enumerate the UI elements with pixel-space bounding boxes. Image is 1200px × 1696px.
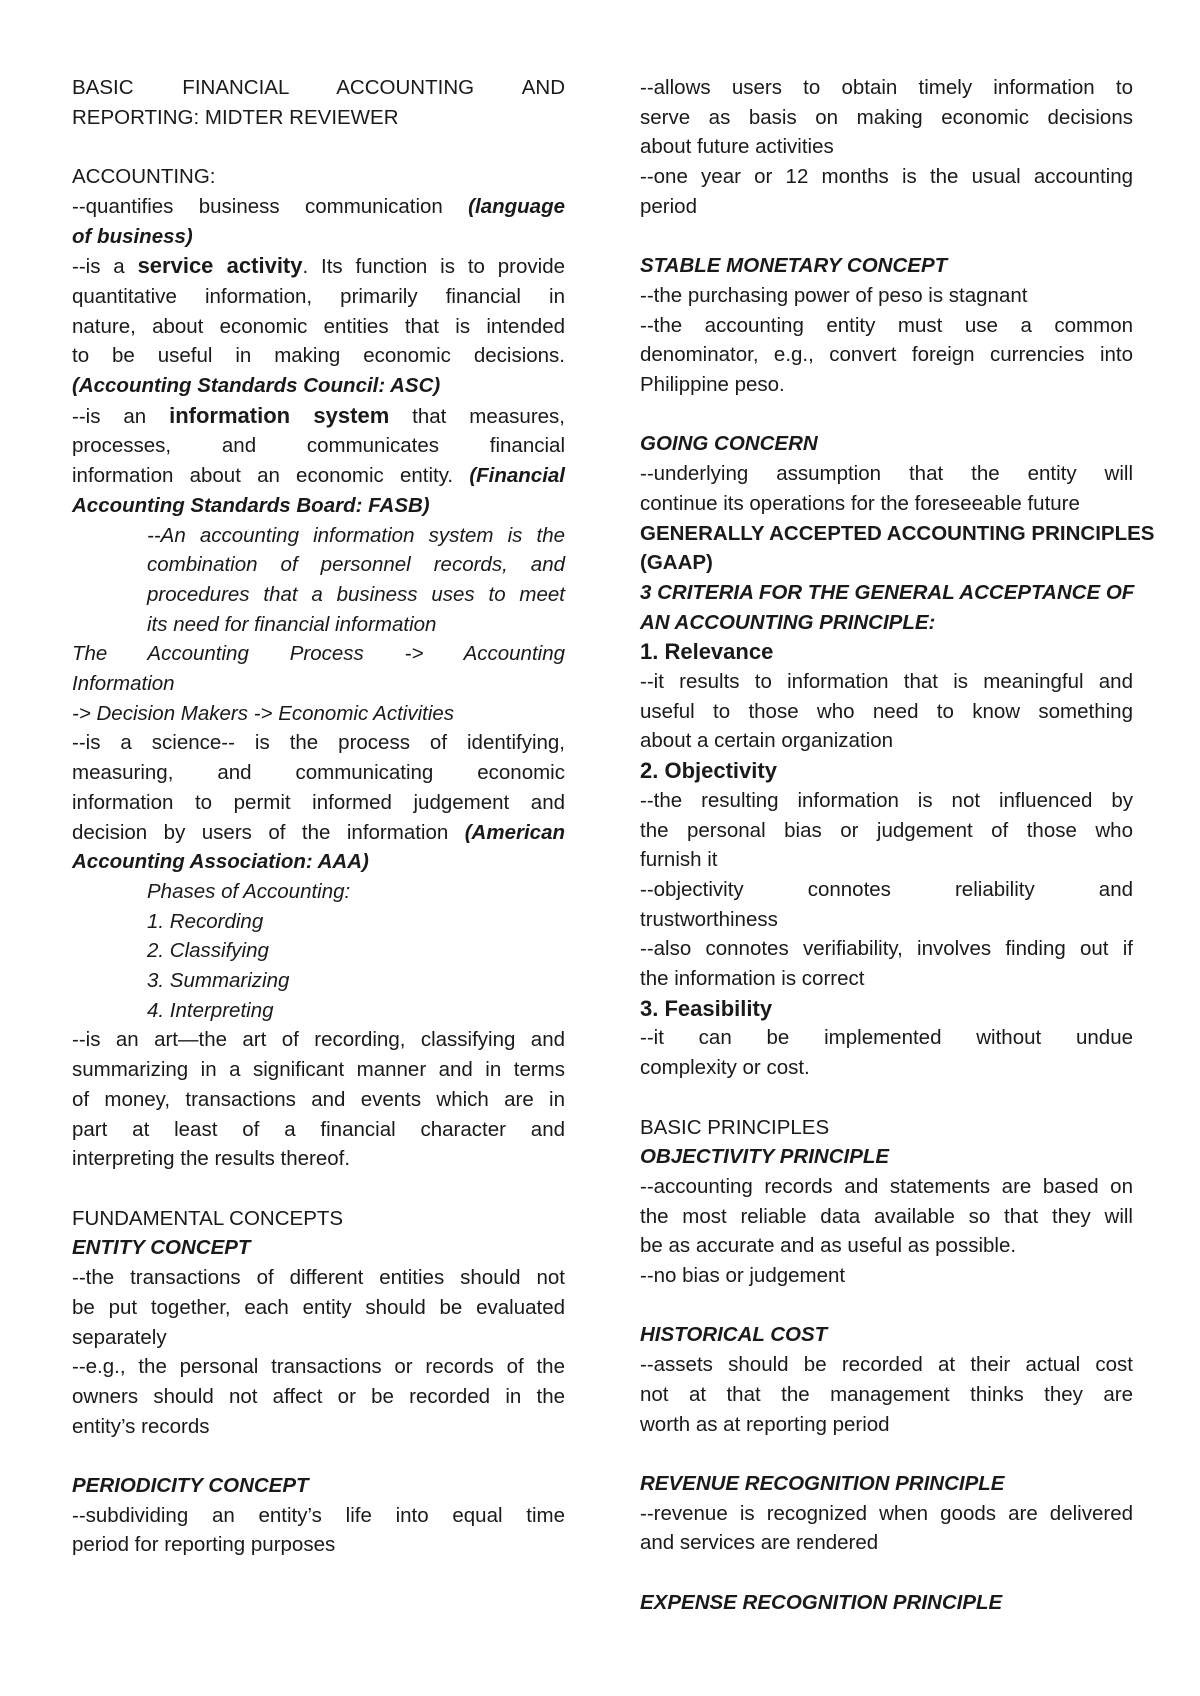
text-line: --it can be implemented without undue (640, 1026, 1133, 1050)
subsection-heading: EXPENSE RECOGNITION PRINCIPLE (640, 1590, 1003, 1614)
text-line: --also connotes verifiability, involves finding out if (640, 937, 1133, 961)
subsection-heading: OBJECTIVITY PRINCIPLE (640, 1145, 890, 1169)
text-line: --the accounting entity must use a common (640, 313, 1133, 337)
text-line: the most reliable data available so that they will (640, 1204, 1133, 1228)
text-line: worth as at reporting period (640, 1412, 890, 1436)
text-line: nature, about economic entities that is intended (72, 314, 565, 338)
criteria-heading: 3 CRITERIA FOR THE GENERAL ACCEPTANCE OF (640, 580, 1135, 604)
text-line: part at least of a financial character and (72, 1117, 565, 1141)
text-line: of money, transactions and events which are in (72, 1087, 565, 1111)
text-line: --is a science-- is the process of identifying, (72, 731, 565, 755)
section-heading: FUNDAMENTAL CONCEPTS (72, 1206, 344, 1230)
citation: Accounting Standards Board: FASB) (72, 493, 430, 517)
text-line: information about an economic entity. (Financial (72, 464, 565, 488)
text-line: --objectivity connotes reliability and (640, 877, 1133, 901)
text-line: owners should not affect or be recorded in the (72, 1384, 565, 1408)
indented-text: combination of personnel records, and (147, 553, 565, 577)
text-line: processes, and communicates financial (72, 434, 565, 458)
text-line: period for reporting purposes (72, 1533, 336, 1557)
list-item: 1. Recording (147, 909, 264, 933)
indented-text: procedures that a business uses to meet (147, 582, 565, 606)
subsection-heading: STABLE MONETARY CONCEPT (640, 254, 948, 278)
text-line: useful to those who need to know something (640, 699, 1133, 723)
list-item: 3. Summarizing (147, 969, 290, 993)
text-line: --it results to information that is meaningful and (640, 670, 1133, 694)
text-line: and services are rendered (640, 1531, 879, 1555)
text-line: to be useful in making economic decisions. (72, 344, 565, 368)
text-line: period (640, 194, 697, 218)
title-line-2: REPORTING: MIDTER REVIEWER (72, 105, 399, 129)
text-line: --is an art—the art of recording, classifying and (72, 1028, 565, 1052)
subsection-heading: HISTORICAL COST (640, 1323, 828, 1347)
text-line: the information is correct (640, 967, 865, 991)
gaap-heading: (GAAP) (640, 551, 713, 575)
right-column (640, 73, 1155, 1617)
subsection-heading: GOING CONCERN (640, 432, 818, 456)
text-line: --subdividing an entity’s life into equal time (72, 1503, 565, 1527)
gaap-heading: GENERALLY ACCEPTED ACCOUNTING PRINCIPLES (640, 521, 1155, 545)
accounting-heading: ACCOUNTING: (72, 165, 216, 189)
criterion-objectivity: 2. Objectivity (640, 758, 777, 784)
criteria-heading: AN ACCOUNTING PRINCIPLE: (640, 610, 936, 634)
process-line: Information (72, 672, 175, 696)
criterion-relevance: 1. Relevance (640, 639, 774, 665)
title-line-1: BASIC FINANCIAL ACCOUNTING AND (72, 76, 565, 99)
section-heading: BASIC PRINCIPLES (640, 1115, 830, 1139)
text-line: not at that the management thinks they are (640, 1382, 1133, 1406)
text-line: trustworthiness (640, 907, 778, 931)
criterion-feasibility: 3. Feasibility (640, 995, 773, 1021)
text-line: complexity or cost. (640, 1056, 810, 1080)
text-line: of business) (72, 224, 193, 248)
subsection-heading: REVENUE RECOGNITION PRINCIPLE (640, 1471, 1005, 1495)
left-column (72, 73, 565, 1560)
text-line: entity’s records (72, 1414, 210, 1438)
text-line: measuring, and communicating economic (72, 761, 565, 785)
text-line: quantitative information, primarily financial in (72, 284, 565, 308)
text-line: interpreting the results thereof. (72, 1147, 351, 1171)
text-line: furnish it (640, 848, 718, 872)
citation: Accounting Association: AAA) (72, 850, 369, 874)
text-line: information to permit informed judgement and (72, 790, 565, 814)
citation: (Accounting Standards Council: ASC) (72, 374, 441, 398)
text-line: be put together, each entity should be evaluated (72, 1295, 565, 1319)
subsection-heading: ENTITY CONCEPT (72, 1236, 251, 1260)
subsection-heading: PERIODICITY CONCEPT (72, 1474, 309, 1497)
list-item: 2. Classifying (147, 939, 269, 963)
process-line: The Accounting Process -> Accounting (72, 642, 565, 666)
text-line: separately (72, 1325, 167, 1349)
text-line: be as accurate and as useful as possible. (640, 1234, 1017, 1258)
text-line: --e.g., the personal transactions or records of the (72, 1355, 565, 1379)
text-line: --the resulting information is not influenced by (640, 788, 1133, 812)
text-line: --assets should be recorded at their actual cost (640, 1353, 1133, 1377)
text-line: --the transactions of different entities should not (72, 1266, 565, 1290)
indented-text: its need for financial information (147, 612, 437, 636)
text-line: Philippine peso. (640, 373, 785, 397)
text-line: summarizing in a significant manner and in terms (72, 1058, 565, 1082)
text-line: denominator, e.g., convert foreign currencies into (640, 343, 1133, 367)
phases-title: Phases of Accounting: (147, 879, 351, 903)
indented-text: --An accounting information system is the (147, 523, 565, 547)
text-line: --is a service activity. Its function is to provide (72, 253, 566, 279)
text-line: --one year or 12 months is the usual accounting (640, 165, 1133, 189)
text-line: --underlying assumption that the entity will (640, 462, 1133, 486)
text-line: --accounting records and statements are based on (640, 1174, 1133, 1198)
text-line: --no bias or judgement (640, 1264, 846, 1288)
text-line: decision by users of the information (American (72, 820, 565, 844)
text-line: serve as basis on making economic decisions (640, 105, 1133, 129)
text-line: about a certain organization (640, 729, 894, 753)
process-line: -> Decision Makers -> Economic Activities (72, 701, 455, 725)
text-line: about future activities (640, 135, 834, 159)
text-line: --allows users to obtain timely information to (640, 76, 1133, 99)
text-line: --quantifies business communication (language (72, 194, 565, 218)
text-line: --the purchasing power of peso is stagnant (640, 283, 1028, 307)
list-item: 4. Interpreting (147, 998, 274, 1022)
text-line: --revenue is recognized when goods are delivered (640, 1501, 1133, 1525)
text-line: the personal bias or judgement of those who (640, 818, 1133, 842)
text-line: continue its operations for the foreseeable future (640, 491, 1080, 515)
text-line: --is an information system that measures, (72, 402, 565, 428)
